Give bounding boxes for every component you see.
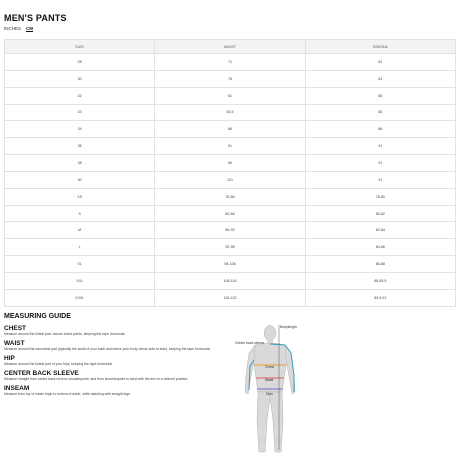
size-cell: XXXL [5,289,155,306]
guide-heading: CHEST [4,325,27,332]
table-row [5,70,456,87]
guide-item-center-back-sleeve [4,370,236,382]
column-header-inseam: INSEAM [305,40,455,54]
waist-cell: 83.5 [155,104,305,121]
page-title: MEN'S PANTS [4,13,67,23]
unit-toggle [4,26,33,31]
waist-cell: 81 [155,87,305,104]
center-back-sleeve-label: Center back sleeve [235,341,265,345]
waist-cell: 98-106 [155,256,305,273]
guide-item-hip [4,355,236,367]
waist-cell: 96 [155,155,305,172]
waist-cell: 116-122 [155,289,305,306]
waist-cell: 80-86 [155,205,305,222]
table-row [5,205,456,222]
table-header-row [5,40,456,54]
hips-label: Hips [266,392,273,396]
size-cell: 34 [5,121,155,138]
guide-item-waist [4,340,236,352]
inseam-cell: 86 [305,104,455,121]
guide-heading: INSEAM [4,385,30,392]
inseam-cell: 91 [305,155,455,172]
measuring-guide-title: MEASURING GUIDE [4,313,71,320]
table-row [5,289,456,306]
waist-cell: 76-80 [155,188,305,205]
inseam-cell: 88-89.5 [305,272,455,289]
measuring-guide-list [4,325,236,400]
table-row [5,121,456,138]
inseam-cell: 81 [305,70,455,87]
table-row [5,272,456,289]
size-cell: XL [5,256,155,273]
inseam-cell: 84-86 [305,239,455,256]
guide-text: Measure from top of inside thigh to bottom of ankle, while standing with straight legs. [4,392,131,396]
figure-head [264,326,276,341]
guide-text: Measure around the fullest part, across chest points, keeping the tape horizontal. [4,332,126,336]
table-row [5,239,456,256]
inseam-cell: 86 [305,87,455,104]
table-row [5,104,456,121]
chest-label: Chest [265,365,274,369]
inseam-cell: 89.5-91 [305,289,455,306]
table-row [5,138,456,155]
guide-item-inseam [4,385,236,397]
inseam-cell: 78-80 [305,188,455,205]
size-cell: 40 [5,171,155,188]
waist-cell: 106-116 [155,272,305,289]
body-silhouette-illustration [232,320,312,460]
size-cell: XS [5,188,155,205]
waist-cell: 92-98 [155,239,305,256]
waist-cell: 101 [155,171,305,188]
table-row [5,222,456,239]
guide-text: Measure around the narrowest part (typically the small of your back and where your body bends side to side), keeping the tape horizontal. [4,347,211,351]
size-cell: S [5,205,155,222]
table-row [5,54,456,71]
size-cell: 28 [5,54,155,71]
inseam-cell: 91 [305,138,455,155]
waist-cell: 76 [155,70,305,87]
unit-cm-option[interactable]: CM [26,26,34,31]
body-measurement-figure [232,320,312,460]
size-cell: M [5,222,155,239]
size-cell: 36 [5,138,155,155]
size-cell: XXL [5,272,155,289]
inseam-cell: 80-82 [305,205,455,222]
guide-heading: CENTER BACK SLEEVE [4,370,79,377]
table-row [5,256,456,273]
size-cell: 32 [5,87,155,104]
size-cell: 30 [5,70,155,87]
guide-text: Measure straight from centre back neck to shoulderpoint, and from shoulderpoint to wrist with the arm in a relaxed position. [4,377,189,381]
waist-cell: 86 [155,121,305,138]
guide-item-chest [4,325,236,337]
size-cell: L [5,239,155,256]
column-header-size: SIZE [5,40,155,54]
size-chart-table [4,39,456,307]
inseam-cell: 82-84 [305,222,455,239]
guide-text: Measure around the fullest part of your hips, keeping the tape horizontal. [4,362,113,366]
inseam-cell: 81 [305,54,455,71]
waist-label: Waist [265,378,274,382]
table-row [5,188,456,205]
size-cell: 38 [5,155,155,172]
inseam-cell: 91 [305,171,455,188]
bodylength-label: Bodylength [280,325,297,329]
unit-inches-option[interactable]: INCHES [4,26,22,31]
waist-cell: 71 [155,54,305,71]
size-cell: 33 [5,104,155,121]
waist-cell: 86-92 [155,222,305,239]
inseam-cell: 86-88 [305,256,455,273]
table-row [5,171,456,188]
column-header-waist: WAIST [155,40,305,54]
table-row [5,155,456,172]
table-row [5,87,456,104]
guide-heading: HIP [4,355,15,362]
waist-cell: 91 [155,138,305,155]
inseam-cell: 86 [305,121,455,138]
guide-heading: WAIST [4,340,25,347]
